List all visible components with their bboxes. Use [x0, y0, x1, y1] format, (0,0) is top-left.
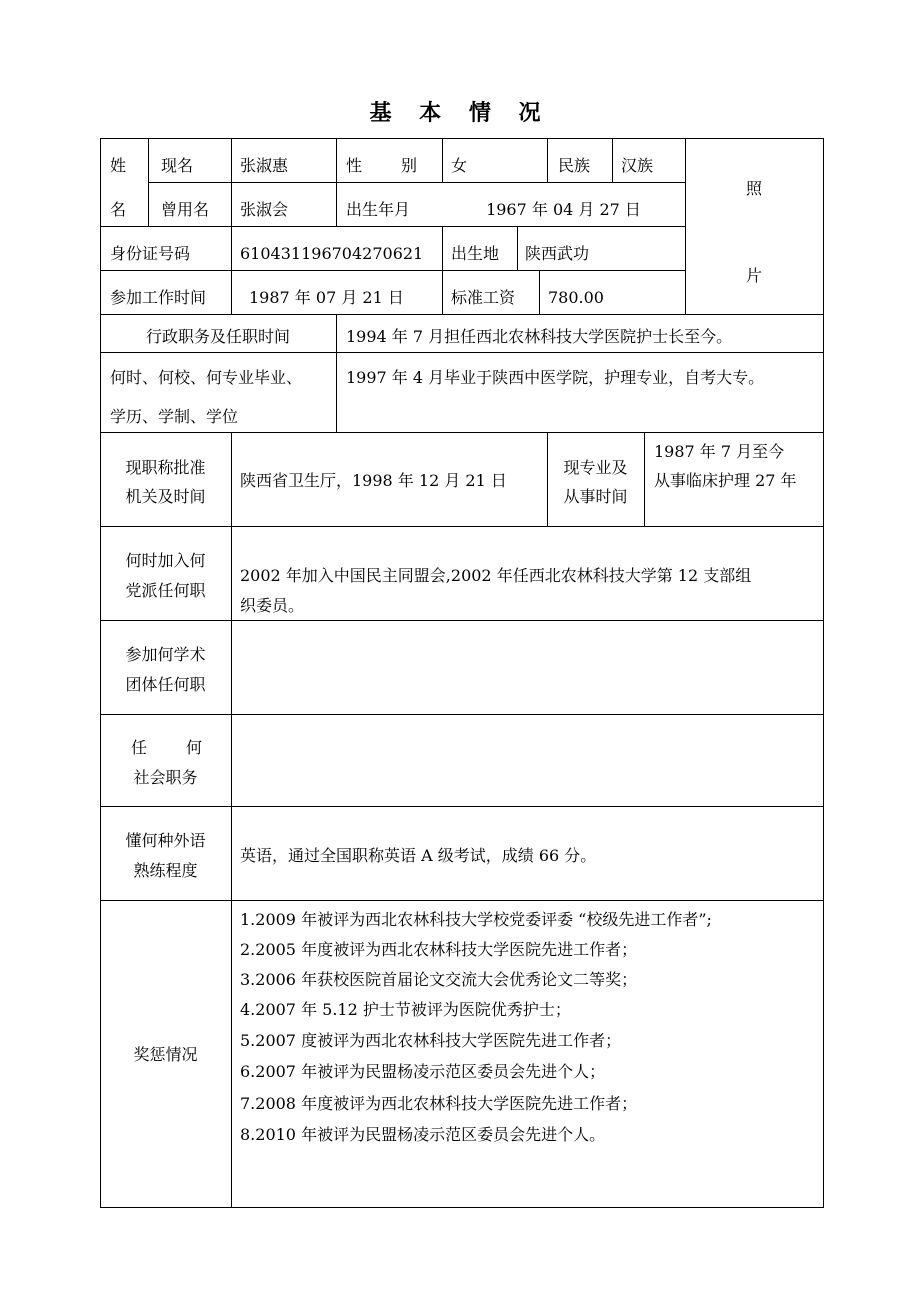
col-divider: [685, 138, 686, 314]
col-divider: [547, 432, 548, 526]
col-divider: [442, 226, 443, 314]
col-divider: [231, 138, 232, 314]
academic-label: 参加何学术: [125, 645, 206, 664]
col-divider: [336, 138, 337, 226]
title-approval-value: 陕西省卫生厅，1998 年 12 月 21 日: [240, 471, 507, 490]
gender-label: 性: [346, 156, 363, 175]
col-divider: [442, 138, 443, 182]
id-value: 610431196704270621: [240, 244, 424, 263]
birthplace-label: 出生地: [451, 244, 500, 263]
major-label: 从事时间: [563, 487, 628, 506]
row-divider: [100, 270, 685, 271]
former-name-value: 张淑会: [240, 200, 289, 219]
social-label: 社会职务: [133, 768, 198, 787]
row-divider: [148, 182, 685, 183]
award-item: 5.2007 度被评为西北农林科技大学医院先进工作者；: [240, 1031, 622, 1050]
row-divider: [100, 314, 824, 315]
salary-value: 780.00: [548, 288, 604, 307]
social-label: 任: [131, 738, 148, 757]
salary-label: 标准工资: [451, 288, 516, 307]
language-label: 熟练程度: [133, 861, 198, 880]
col-divider: [539, 270, 540, 314]
col-divider: [547, 138, 548, 182]
work-start-label: 参加工作时间: [110, 288, 207, 307]
title-approval-label: 机关及时间: [125, 487, 206, 506]
award-item: 2.2005 年度被评为西北农林科技大学医院先进工作者；: [240, 940, 638, 959]
education-label: 何时、何校、何专业毕业、: [110, 368, 303, 387]
photo-label: 照: [746, 179, 763, 198]
current-name-label: 现名: [161, 156, 194, 175]
row-divider: [100, 714, 824, 715]
row-divider: [100, 900, 824, 901]
col-divider: [644, 432, 645, 526]
academic-label: 团体任何职: [125, 675, 206, 694]
major-value: 1987 年 7 月至今: [654, 442, 785, 461]
education-label: 学历、学制、学位: [110, 407, 239, 426]
gender-value: 女: [451, 156, 468, 175]
row-divider: [100, 432, 824, 433]
row-divider: [100, 352, 824, 353]
gender-label: 别: [401, 156, 418, 175]
award-item: 7.2008 年度被评为西北农林科技大学医院先进工作者；: [240, 1094, 638, 1113]
col-divider: [231, 432, 232, 1208]
row-divider: [100, 526, 824, 527]
photo-label: 片: [746, 266, 763, 285]
awards-label: 奖惩情况: [133, 1045, 198, 1064]
social-label: 何: [186, 738, 203, 757]
education-value: 1997 年 4 月毕业于陕西中医学院，护理专业，自考大专。: [346, 368, 765, 387]
row-divider: [100, 806, 824, 807]
award-item: 3.2006 年获校医院首届论文交流大会优秀论文二等奖；: [240, 970, 638, 989]
language-label: 懂何种外语: [125, 831, 206, 850]
former-name-label: 曾用名: [161, 200, 210, 219]
language-value: 英语，通过全国职称英语 A 级考试，成绩 66 分。: [240, 846, 597, 865]
award-item: 1.2009 年被评为西北农林科技大学校党委评委 “校级先进工作者”;: [240, 910, 712, 929]
page-title: 基 本 情 况: [369, 101, 551, 126]
col-divider: [336, 314, 337, 432]
birth-label: 出生年月: [346, 200, 411, 219]
birth-value: 1967 年 04 月 27 日: [486, 200, 641, 219]
major-value: 从事临床护理 27 年: [654, 471, 797, 490]
id-label: 身份证号码: [110, 244, 191, 263]
party-value: 织委员。: [240, 596, 305, 615]
name-label: 姓: [110, 156, 127, 175]
birthplace-value: 陕西武功: [525, 244, 590, 263]
col-divider: [612, 138, 613, 182]
ethnicity-value: 汉族: [621, 156, 654, 175]
work-start-value: 1987 年 07 月 21 日: [249, 288, 404, 307]
award-item: 8.2010 年被评为民盟杨凌示范区委员会先进个人。: [240, 1125, 606, 1144]
party-value: 2002 年加入中国民主同盟会,2002 年任西北农林科技大学第 12 支部组: [240, 566, 752, 585]
major-label: 现专业及: [563, 458, 628, 477]
col-divider: [148, 138, 149, 226]
row-divider: [100, 226, 685, 227]
name-label: 名: [110, 200, 127, 219]
award-item: 6.2007 年被评为民盟杨凌示范区委员会先进个人；: [240, 1062, 606, 1081]
party-label: 何时加入何: [125, 551, 206, 570]
party-label: 党派任何职: [125, 581, 206, 600]
row-divider: [100, 620, 824, 621]
col-divider: [517, 226, 518, 270]
award-item: 4.2007 年 5.12 护士节被评为医院优秀护士；: [240, 1000, 571, 1019]
ethnicity-label: 民族: [558, 156, 591, 175]
admin-label: 行政职务及任职时间: [145, 327, 290, 346]
admin-value: 1994 年 7 月担任西北农林科技大学医院护士长至今。: [346, 327, 733, 346]
title-approval-label: 现职称批准: [125, 458, 206, 477]
current-name-value: 张淑惠: [240, 156, 289, 175]
